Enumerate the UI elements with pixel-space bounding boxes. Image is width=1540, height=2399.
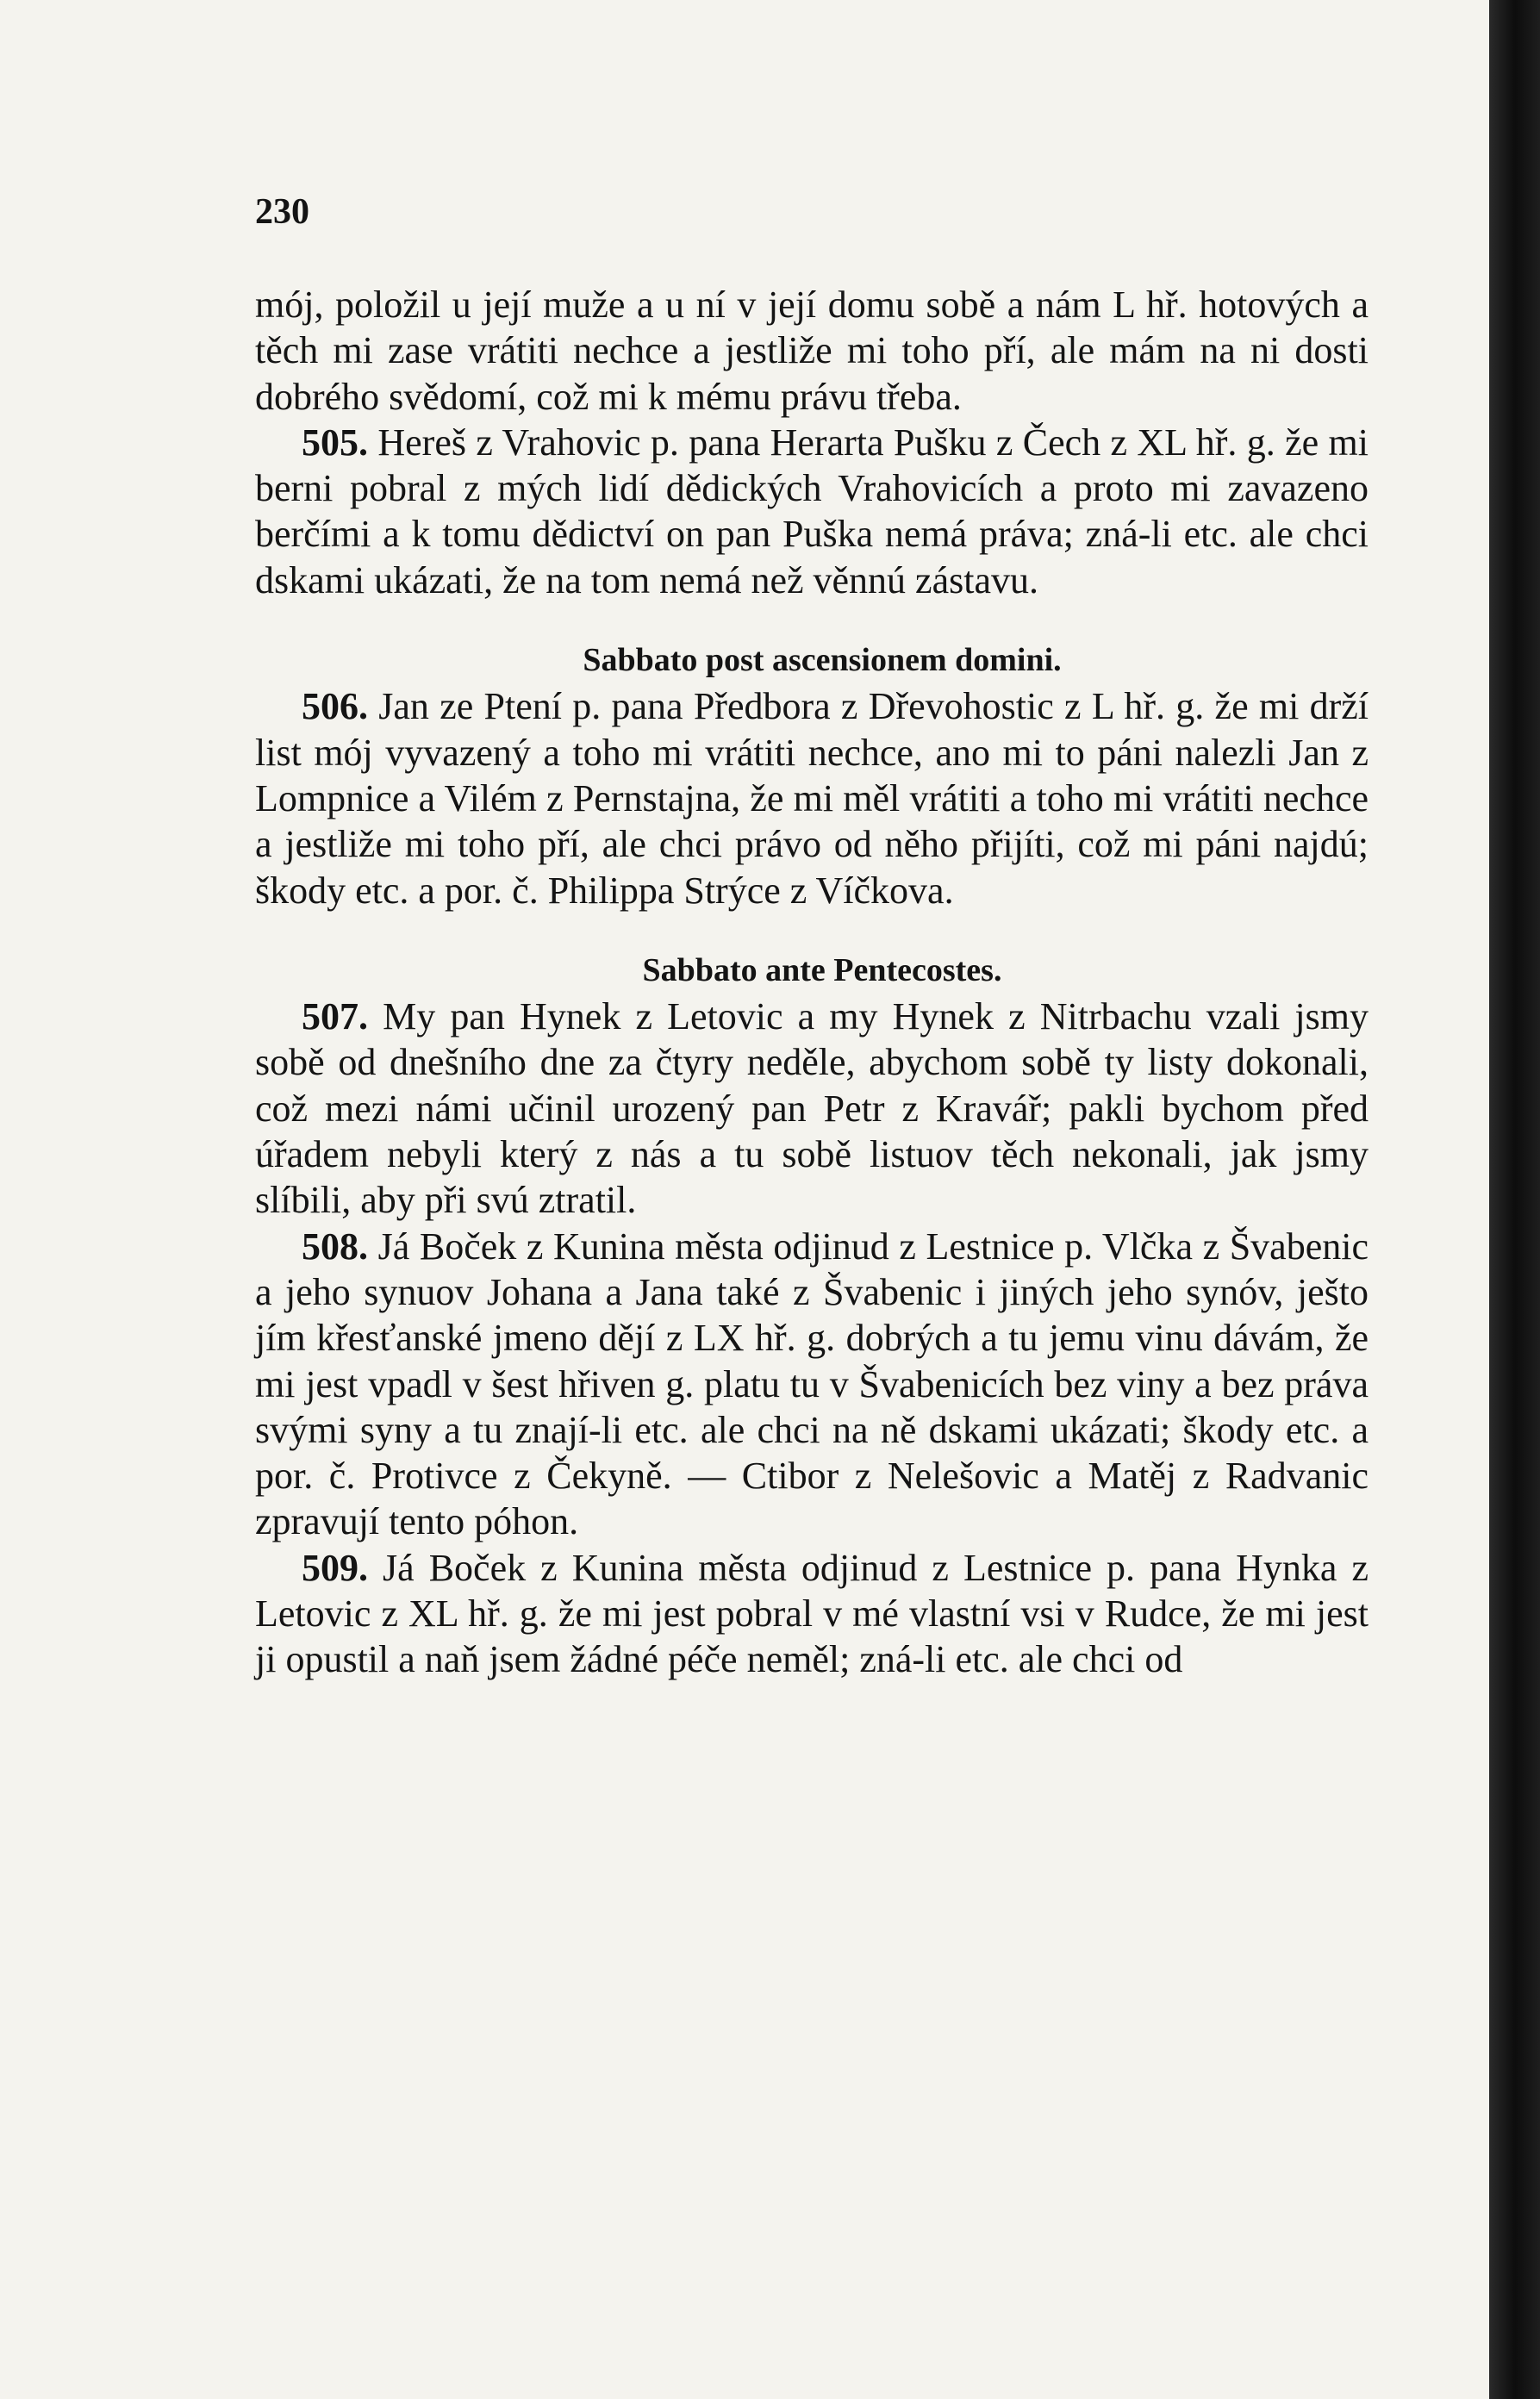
entry-506 xyxy=(255,683,1369,913)
page-body xyxy=(255,282,1369,1683)
page-number: 230 xyxy=(255,192,309,232)
entry-number: 507. xyxy=(302,995,368,1038)
entry-509 xyxy=(255,1545,1369,1683)
section-heading-ascension: Sabbato post ascensionem domini. xyxy=(583,642,1062,679)
entry-505 xyxy=(255,420,1369,603)
entry-number: 506. xyxy=(302,685,368,728)
entry-number: 505. xyxy=(302,421,368,464)
entry-text: Já Boček z Kunina města odjinud z Lestnice p. Vlčka z Švabenic a jeho synuov Johana a Jana také z Švabenic i jiných jeho synóv, ješto jím křesťanské jmeno dějí z LX hř. g. dobrých a tu jemu vinu dávám, že mi jest vpadl v šest hřiven g. platu tu v Švabenicích bez viny a bez práva svými syny a tu znají-li etc. ale chci na ně dskami ukázati; škody etc. a por. č. Protivce z Čekyně. — Ctibor z Nelešovic a Matěj z Radvanic zpravují tento póhon. xyxy=(255,1224,1369,1543)
scan-edge xyxy=(1489,0,1540,2399)
entry-508 xyxy=(255,1224,1369,1545)
entry-text: My pan Hynek z Letovic a my Hynek z Nitrbachu vzali jsmy sobě od dnešního dne za čtyry neděle, abychom sobě ty listy dokonali, což mezi námi učinil urozený pan Petr z Kravář; pakli bychom před úřadem nebyli který z nás a tu sobě listuov těch nekonali, jak jsmy slíbili, aby při svú ztratil. xyxy=(255,995,1369,1222)
entry-text: Já Boček z Kunina města odjinud z Lestnice p. pana Hynka z Letovic z XL hř. g. že mi jest pobral v mé vlastní vsi v Rudce, že mi jest ji opustil a naň jsem žádné péče neměl; zná-li etc. ale chci od xyxy=(255,1546,1369,1681)
entry-text: Hereš z Vrahovic p. pana Herarta Pušku z Čech z XL hř. g. že mi berni pobral z mých lidí dědických Vrahovicích a proto mi zavazeno berčími a k tomu dědictví on pan Puška nemá práva; zná-li etc. ale chci dskami ukázati, že na tom nemá než věnnú zástavu. xyxy=(255,421,1369,601)
entry-507 xyxy=(255,994,1369,1223)
spacer xyxy=(255,603,1369,638)
paragraph-text: mój, položil u její muže a u ní v její domu sobě a nám L hř. hotových a těch mi zase vrátiti nechce a jestliže mi toho pří, ale mám na ni dosti dobrého svědomí, což mi k mému právu třeba. xyxy=(255,284,1369,418)
paragraph-continuation xyxy=(255,282,1369,420)
section-heading-pentecost: Sabbato ante Pentecostes. xyxy=(642,951,1002,988)
spacer xyxy=(255,913,1369,948)
entry-text: Jan ze Ptení p. pana Předbora z Dřevohostic z L hř. g. že mi drží list mój vyvazený a toho mi vrátiti nechce, ano mi to páni nalezli Jan z Lompnice a Vilém z Pernstajna, že mi měl vrátiti a toho mi vrátiti nechce a jestliže mi toho pří, ale chci právo od něho přijíti, což mi páni najdú; škody etc. a por. č. Philippa Strýce z Víčkova. xyxy=(255,685,1369,912)
entry-number: 508. xyxy=(302,1224,368,1268)
entry-number: 509. xyxy=(302,1546,368,1589)
